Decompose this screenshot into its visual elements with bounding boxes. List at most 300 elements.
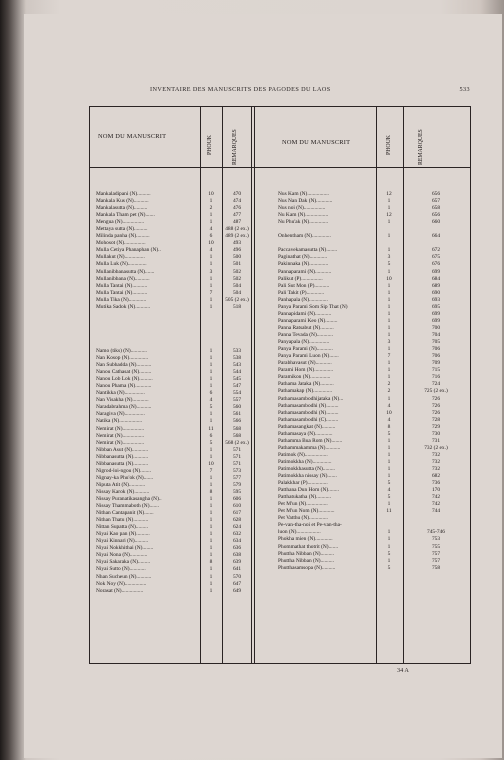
remarque-value: 571 <box>232 460 242 467</box>
manuscript-name: Nissay Thammaboth (N)....... <box>96 503 159 510</box>
phouk-count: 4 <box>387 416 391 423</box>
manuscript-name: Nemirat (N)................ <box>96 432 145 439</box>
remarque-value: 656 <box>431 212 441 219</box>
manuscript-name: Nu Kam (N)................. <box>278 212 329 219</box>
phouk-count: 1 <box>387 451 391 458</box>
phouk-count: 1 <box>387 233 391 240</box>
phouk-count: 1 <box>209 348 213 354</box>
table-row <box>96 390 246 397</box>
phouk-count: 2 <box>209 205 213 212</box>
table-row <box>278 438 468 445</box>
manuscript-name: Norasat (N)................ <box>96 587 144 594</box>
remarque-value: 577 <box>232 474 242 481</box>
table-row <box>278 487 468 494</box>
manuscript-name: Patimok (N)................. <box>278 451 328 458</box>
phouk-count: 11 <box>386 508 392 515</box>
phouk-count: 1 <box>387 536 391 543</box>
remarque-value: 676 <box>431 261 441 268</box>
manuscript-name: Panya Parami (N)............ <box>278 346 333 353</box>
table-row <box>278 290 468 297</box>
phouk-count: 1 <box>209 254 213 261</box>
phouk-count: 1 <box>387 465 391 472</box>
manuscript-table <box>89 106 471 664</box>
manuscript-name: Mankalasutta (N).......... <box>96 205 148 212</box>
remarque-value: 725 (2 ex.) <box>424 388 448 395</box>
manuscript-name: luon (N).................. <box>278 529 321 536</box>
phouk-count: 1 <box>209 362 213 369</box>
remarque-value: 170 <box>431 487 441 494</box>
manuscript-name: Niyai Nokkhithai (N)........ <box>96 545 154 552</box>
table-row <box>96 496 246 503</box>
remarque-value: 568 <box>232 425 242 432</box>
table-row <box>96 233 249 240</box>
phouk-count: 10 <box>386 409 392 416</box>
remarque-value: 561 <box>232 411 242 418</box>
table-row <box>278 261 468 268</box>
phouk-count: 1 <box>209 411 213 418</box>
remarque-value: 693 <box>431 296 441 303</box>
table-row <box>96 552 246 559</box>
phouk-count: 5 <box>387 430 391 437</box>
table-row <box>96 247 246 254</box>
table-row <box>278 522 468 529</box>
phouk-count: 1 <box>209 545 213 552</box>
phouk-count: 1 <box>387 289 391 296</box>
right-remarques-header: REMARQUES <box>418 129 424 165</box>
remarque-value: 672 <box>431 247 441 254</box>
manuscript-name: Pannaparami Keo (N)......... <box>278 318 338 324</box>
remarque-value: 634 <box>232 538 242 545</box>
remarque-value: 570 <box>232 573 242 580</box>
table-row <box>96 566 246 573</box>
table-row <box>96 418 246 425</box>
table-row <box>96 296 249 304</box>
page-header-title: INVENTAIRE DES MANUSCRITS DES PAGODES DU LAOS <box>150 86 331 93</box>
remarque-value: 470 <box>232 191 242 197</box>
phouk-count: 3 <box>387 339 391 346</box>
manuscript-name: Mohosot (N)................ <box>96 240 146 247</box>
phouk-count: 10 <box>208 460 214 467</box>
table-row <box>96 475 246 482</box>
phouk-count: 6 <box>209 233 213 240</box>
phouk-count: 7 <box>209 289 213 296</box>
table-row <box>278 396 468 403</box>
table-row <box>96 489 246 496</box>
remarque-value: 560 <box>232 404 242 411</box>
table-row <box>96 588 246 595</box>
manuscript-name: Mulla Tantai (N)........... <box>96 289 148 296</box>
table-row <box>278 388 468 395</box>
phouk-count: 1 <box>387 310 391 317</box>
table-row <box>278 536 468 543</box>
manuscript-name: Nanou Phama (N)............ <box>96 383 152 390</box>
remarque-value: 649 <box>232 587 242 594</box>
remarque-value: 566 <box>232 418 242 425</box>
remarque-value: 657 <box>431 198 441 205</box>
phouk-count: 6 <box>209 432 213 439</box>
manuscript-name: Mullanibbanasutta (N)....... <box>96 268 155 275</box>
manuscript-name: Nus Nan Dak (N)............ <box>278 198 333 205</box>
manuscript-name: Nan Visakha (N)............ <box>96 397 149 404</box>
table-row <box>278 508 468 515</box>
manuscript-name: Nignay-ka Phu'ok (N)....... <box>96 474 154 481</box>
table-row <box>278 431 468 438</box>
phouk-count: 1 <box>209 573 213 580</box>
manuscript-name: Pakinnaka (N).............. <box>278 261 329 268</box>
phouk-count: 1 <box>387 458 391 465</box>
remarque-value: 502 <box>232 275 242 282</box>
phouk-count: 4 <box>387 402 391 409</box>
table-row <box>278 191 468 198</box>
remarque-value: 675 <box>431 254 441 261</box>
manuscript-name: Mulla Tika (N)............. <box>96 296 147 303</box>
manuscript-name: Mulla Tantai (N)........... <box>96 282 148 289</box>
phouk-count: 1 <box>387 205 391 212</box>
manuscript-name: Patthatukatha (N)........... <box>278 494 331 501</box>
table-row <box>278 219 468 226</box>
phouk-count: 8 <box>387 423 391 430</box>
manuscript-name: Pali Takit (P)............. <box>278 289 325 296</box>
remarque-value: 488 (2 ex.) <box>225 226 249 233</box>
phouk-count: 6 <box>209 390 213 397</box>
table-row <box>96 283 246 290</box>
phouk-count: 1 <box>209 355 213 362</box>
manuscript-name: Paginathat (N)............. <box>278 254 328 261</box>
phouk-count: 1 <box>209 587 213 594</box>
manuscript-name: Pet Vatthu (N).............. <box>278 515 328 522</box>
manuscript-name: Nhan Sucheun (N)........... <box>96 573 152 580</box>
remarque-value: 610 <box>232 503 242 510</box>
remarque-value: 706 <box>431 353 441 360</box>
phouk-count: 1 <box>387 296 391 303</box>
phouk-count: 1 <box>209 481 213 488</box>
phouk-count: 1 <box>209 275 213 282</box>
table-row <box>278 205 468 212</box>
manuscript-name: Pathamasaya (N)............. <box>278 430 333 437</box>
remarque-value: 699 <box>431 268 441 275</box>
table-row <box>278 226 468 233</box>
table-row <box>96 545 246 552</box>
table-row <box>96 304 246 311</box>
phouk-count: 10 <box>386 275 392 282</box>
table-row <box>278 318 468 325</box>
phouk-count: 5 <box>387 494 391 501</box>
manuscript-name: Panya Parami Luon (N)....... <box>278 353 339 360</box>
manuscript-name: Patimokkhasutta (N)......... <box>278 465 335 472</box>
table-row <box>96 404 246 411</box>
remarque-value: 502 <box>232 268 242 275</box>
table-row <box>96 510 246 517</box>
manuscript-name: Nan Kosop (N).............. <box>96 355 149 362</box>
table-row <box>96 198 246 205</box>
table-row <box>96 348 246 355</box>
phouk-count: 12 <box>386 212 392 219</box>
manuscript-name: Mengua (N)................ <box>96 219 145 226</box>
manuscript-name: Panna Tevada (N)............ <box>278 332 333 339</box>
table-row <box>96 397 246 404</box>
manuscript-name: Pali Sut Mon (P)........... <box>278 282 330 289</box>
phouk-count: 1 <box>387 346 391 353</box>
phouk-count: 1 <box>209 212 213 219</box>
remarque-value: 706 <box>431 346 441 353</box>
manuscript-name: Nanou Cathasat (N)......... <box>96 369 152 376</box>
remarque-value: 606 <box>232 495 242 502</box>
phouk-count: 1 <box>209 369 213 376</box>
manuscript-name: Panhapala (N).............. <box>278 296 328 303</box>
table-row <box>96 426 246 433</box>
manuscript-name: Nus noi (N)................ <box>278 205 326 212</box>
manuscript-name: Phuttha Nibban (N).......... <box>278 557 334 564</box>
manuscript-name: Niyai Nona (N)............. <box>96 552 148 559</box>
table-row <box>96 191 246 198</box>
table-row <box>96 439 249 447</box>
table-row <box>96 574 246 581</box>
left-block-1 <box>96 191 249 311</box>
manuscript-name: Pannaparami (N)............ <box>278 268 332 275</box>
remarque-value: 573 <box>232 467 242 474</box>
manuscript-name: Niyai Sakaraka (N)......... <box>96 559 151 566</box>
remarque-value: 544 <box>232 369 242 376</box>
phouk-count: 1 <box>387 303 391 310</box>
table-row <box>96 461 246 468</box>
remarque-value: 736 <box>431 480 441 487</box>
remarque-value: 744 <box>431 508 441 515</box>
phouk-count: 5 <box>387 564 391 571</box>
remarque-value: 732 <box>431 458 441 465</box>
phouk-count: 10 <box>208 240 214 247</box>
manuscript-name: Patimokkha (N).............. <box>278 458 332 465</box>
remarque-value: 715 <box>431 367 441 374</box>
table-row <box>96 226 249 233</box>
manuscript-name: Nithan Cantapanit (N)....... <box>96 510 154 517</box>
manuscript-name: Mankala Tham pet (N)....... <box>96 212 155 219</box>
table-row <box>96 219 246 226</box>
table-row <box>96 376 246 383</box>
phouk-count: 4 <box>209 397 213 404</box>
manuscript-name: Pathamasangkat (N).......... <box>278 423 336 430</box>
table-row <box>278 544 468 551</box>
phouk-count: 12 <box>386 191 392 197</box>
table-row <box>278 565 468 572</box>
remarque-value: 731 <box>431 437 441 444</box>
manuscript-name: Pathamasambodhi (N)......... <box>278 409 339 416</box>
manuscript-name: Pe-van-tha-noi et Pe-van-tha- <box>278 522 342 529</box>
remarque-value: 628 <box>232 517 242 524</box>
table-row <box>278 269 468 276</box>
phouk-count: 1 <box>209 198 213 205</box>
remarque-value: 641 <box>232 566 242 573</box>
remarque-value: 489 (2 ex.) <box>225 233 249 240</box>
phouk-count: 1 <box>209 495 213 502</box>
remarque-value: 496 <box>232 247 242 254</box>
manuscript-name: Nan Subhadda (N)........... <box>96 362 152 369</box>
remarque-value: 732 <box>431 451 441 458</box>
remarque-value: 476 <box>232 205 242 212</box>
remarque-value: 504 <box>232 289 242 296</box>
phouk-count: 1 <box>387 395 391 402</box>
table-row <box>96 254 246 261</box>
table-row <box>278 332 468 339</box>
manuscript-name: Pathama Jataka (N).......... <box>278 381 334 388</box>
table-row <box>278 403 468 410</box>
phouk-count: 5 <box>209 439 213 446</box>
table-row <box>278 276 468 283</box>
table-row <box>278 247 468 254</box>
remarque-value: 543 <box>232 362 242 369</box>
table-row <box>96 355 246 362</box>
remarque-value: 504 <box>232 282 242 289</box>
phouk-count: 1 <box>209 453 213 460</box>
remarque-value: 704 <box>431 332 441 339</box>
phouk-count: 1 <box>209 418 213 425</box>
remarque-value: 745-746 <box>427 529 445 536</box>
remarque-value: 493 <box>232 240 242 247</box>
remarque-value: 742 <box>431 501 441 508</box>
table-row <box>278 529 468 536</box>
right-block-2 <box>278 318 468 572</box>
manuscript-name: Phommathat thotrit (N)....... <box>278 543 339 550</box>
phouk-count: 1 <box>209 531 213 538</box>
manuscript-name: Parami Hom (N).............. <box>278 367 334 374</box>
remarque-value: 758 <box>431 564 441 571</box>
page-number: 533 <box>459 86 470 93</box>
table-row <box>278 494 468 501</box>
phouk-count: 4 <box>387 487 391 494</box>
remarque-value: 732 (2 ex.) <box>424 444 448 451</box>
table-row <box>278 480 468 487</box>
phouk-count: 1 <box>209 376 213 383</box>
remarque-value: 726 <box>431 402 441 409</box>
manuscript-name: Nittan Supatta (N)......... <box>96 524 148 531</box>
manuscript-name: Pathammakamma (N)........... <box>278 444 341 451</box>
col-rule <box>254 107 255 663</box>
table-row <box>278 339 468 346</box>
remarque-value: 571 <box>232 453 242 460</box>
table-row <box>278 417 468 424</box>
phouk-count: 1 <box>387 543 391 550</box>
manuscript-name: Nibban Asut (N)............ <box>96 446 149 453</box>
remarque-value: 632 <box>232 531 242 538</box>
remarque-value: 757 <box>431 557 441 564</box>
remarque-value: 647 <box>232 580 242 587</box>
manuscript-name: Mulla Cetiya Phanaphan (N).. <box>96 247 161 254</box>
right-block-1 <box>278 191 468 318</box>
manuscript-name: Mankala Kus (N)........... <box>96 198 149 205</box>
left-block-2 <box>96 348 249 595</box>
phouk-count: 1 <box>209 282 213 289</box>
right-name-header: NOM DU MANUSCRIT <box>282 139 351 146</box>
table-row <box>278 198 468 205</box>
remarque-value: 695 <box>431 303 441 310</box>
remarque-value: 689 <box>431 282 441 289</box>
table-row <box>96 538 246 545</box>
table-row <box>278 233 468 240</box>
remarque-value: 639 <box>232 559 242 566</box>
remarque-value: 690 <box>431 289 441 296</box>
table-row <box>278 212 468 219</box>
manuscript-name: Milinda panha (N).......... <box>96 233 150 240</box>
manuscript-name: Pathamasambodhijataka (N)... <box>278 395 344 402</box>
manuscript-name: Phutthasamsopa (N).......... <box>278 564 336 571</box>
remarque-value: 682 <box>431 473 441 480</box>
phouk-count: 4 <box>209 226 213 233</box>
table-row <box>96 482 246 489</box>
table-row <box>278 297 468 304</box>
footer-mark: 34 A <box>397 667 409 674</box>
remarque-value: 726 <box>431 409 441 416</box>
manuscript-name: Mullakut (N)............... <box>96 254 145 261</box>
manuscript-name: Phokha mien (N)............. <box>278 536 333 543</box>
phouk-count: 1 <box>387 332 391 339</box>
manuscript-name: Mankaladipani (N).......... <box>96 191 151 197</box>
remarque-value: 728 <box>431 416 441 423</box>
table-row <box>278 558 468 565</box>
phouk-count: 1 <box>387 219 391 226</box>
table-row <box>278 283 468 290</box>
manuscript-name: Patthana Dun Hom (N)........ <box>278 487 339 494</box>
remarque-value: 487 <box>232 219 242 226</box>
table-row <box>278 311 468 318</box>
remarque-value: 716 <box>431 374 441 381</box>
phouk-count: 1 <box>209 538 213 545</box>
remarque-value: 624 <box>232 524 242 531</box>
table-row <box>96 447 246 454</box>
table-row <box>96 269 246 276</box>
remarque-value: 568 <box>232 432 242 439</box>
manuscript-name: Patimokkha nissay (N)....... <box>278 473 337 480</box>
phouk-count: 1 <box>209 580 213 587</box>
phouk-count: 1 <box>209 474 213 481</box>
manuscript-name: Parabhavasut (N)............ <box>278 360 332 367</box>
phouk-count: 1 <box>209 261 213 268</box>
manuscript-name: Nu Phu'ak (N).............. <box>278 219 329 226</box>
remarque-value: 500 <box>232 254 242 261</box>
remarque-value: 656 <box>431 191 441 197</box>
remarque-value: 684 <box>431 275 441 282</box>
table-row <box>278 374 468 381</box>
remarque-value: 753 <box>431 536 441 543</box>
table-row <box>96 517 246 524</box>
manuscript-name: Panna Ratsabut (N).......... <box>278 325 334 332</box>
phouk-count: 11 <box>208 425 214 432</box>
table-row <box>96 240 246 247</box>
phouk-count: 1 <box>387 444 391 451</box>
remarque-value: 579 <box>232 481 242 488</box>
phouk-count: 5 <box>387 480 391 487</box>
remarque-value: 664 <box>431 233 441 240</box>
table-row <box>96 524 246 531</box>
phouk-count: 3 <box>209 268 213 275</box>
table-row <box>96 276 246 283</box>
remarque-value: 700 <box>431 325 441 332</box>
phouk-count: 1 <box>209 552 213 559</box>
table-row <box>278 367 468 374</box>
remarque-value: 757 <box>431 550 441 557</box>
phouk-count: 1 <box>387 325 391 332</box>
manuscript-name: Onhentham (N).............. <box>278 233 331 240</box>
remarque-value: 699 <box>431 310 441 317</box>
manuscript-name: Namo (tiks) (N)............ <box>96 348 147 354</box>
phouk-count: 1 <box>387 268 391 275</box>
table-row <box>278 459 468 466</box>
table-row <box>96 433 246 440</box>
phouk-count: 3 <box>387 254 391 261</box>
phouk-count: 1 <box>209 446 213 453</box>
manuscript-name: Niputa Atit (N)............ <box>96 481 146 488</box>
remarque-value: 547 <box>232 383 242 390</box>
remarque-value: 538 <box>232 355 242 362</box>
manuscript-name: Nibbanasutta (N)........... <box>96 453 149 460</box>
